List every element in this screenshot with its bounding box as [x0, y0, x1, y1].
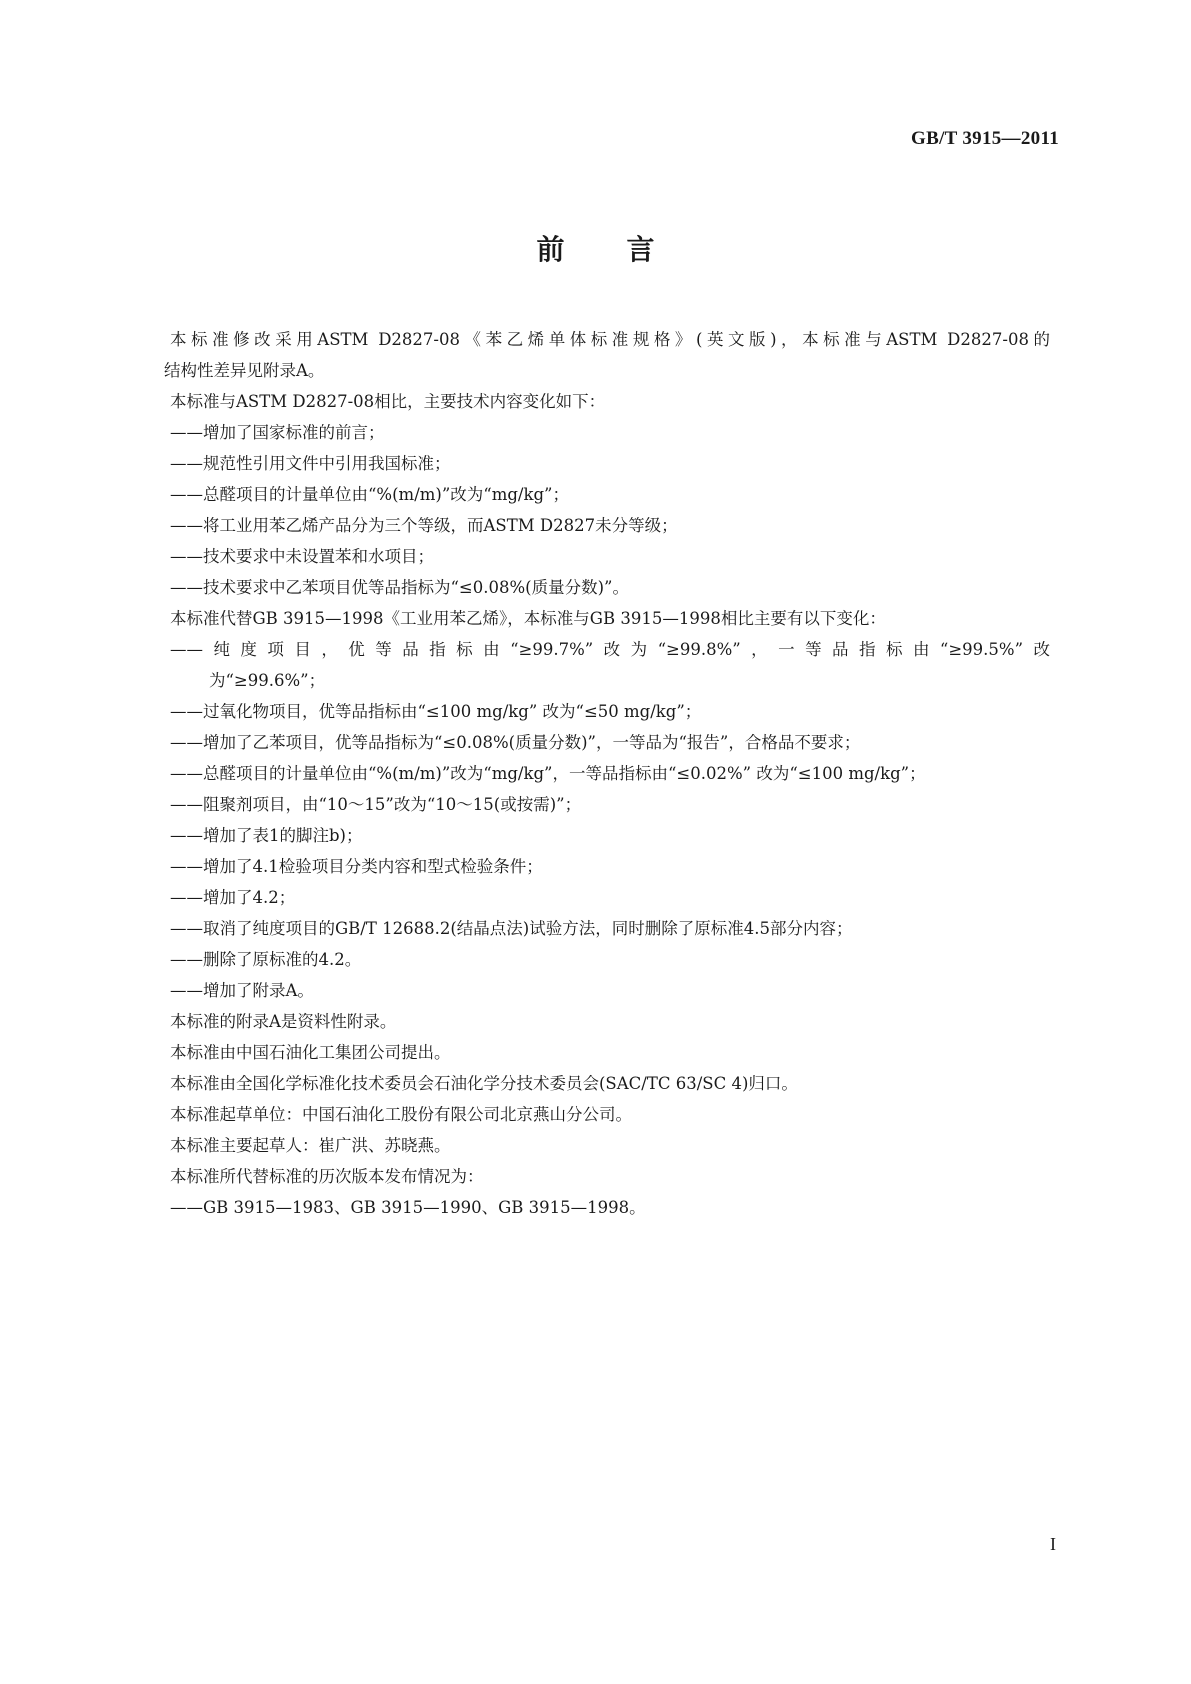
paragraph-line: 结构性差异见附录A。	[164, 361, 325, 380]
list-item: ——技术要求中乙苯项目优等品指标为“≤0.08%(质量分数)”。	[170, 578, 629, 597]
list-item: ——纯度项目，优等品指标由“≥99.7%”改为“≥99.8%”，一等品指标由“≥99.5%”改	[170, 640, 1050, 659]
list-item: ——增加了附录A。	[170, 981, 314, 1000]
list-item-continuation: 为“≥99.6%”；	[209, 671, 326, 690]
list-item: ——增加了4.2；	[170, 888, 296, 907]
paragraph-line: 本标准代替GB 3915—1998《工业用苯乙烯》，本标准与GB 3915—1998相比主要有以下变化：	[170, 609, 886, 628]
section-title	[0, 228, 1191, 268]
paragraph-line: 本标准修改采用ASTM D2827-08《苯乙烯单体标准规格》(英文版)，本标准与ASTM D2827-08的	[170, 330, 1050, 349]
list-item: ——增加了乙苯项目，优等品指标为“≤0.08%(质量分数)”，一等品为“报告”，合格品不要求；	[170, 733, 861, 752]
foreword-body	[164, 324, 1050, 1223]
list-item: ——总醛项目的计量单位由“%(m/m)”改为“mg/kg”，一等品指标由“≤0.02%” 改为“≤100 mg/kg”；	[170, 764, 926, 783]
list-item: ——GB 3915—1983、GB 3915—1990、GB 3915—1998。	[170, 1198, 646, 1217]
page-number: I	[1050, 1534, 1056, 1554]
paragraph-line: 本标准主要起草人：崔广洪、苏晓燕。	[170, 1136, 451, 1155]
list-item: ——删除了原标准的4.2。	[170, 950, 362, 969]
paragraph-line: 本标准所代替标准的历次版本发布情况为：	[170, 1167, 484, 1186]
list-item: ——将工业用苯乙烯产品分为三个等级，而ASTM D2827未分等级；	[170, 516, 678, 535]
paragraph-line: 本标准由全国化学标准化技术委员会石油化学分技术委员会(SAC/TC 63/SC 4)归口。	[170, 1074, 798, 1093]
paragraph-line: 本标准由中国石油化工集团公司提出。	[170, 1043, 451, 1062]
paragraph-line: 本标准起草单位：中国石油化工股份有限公司北京燕山分公司。	[170, 1105, 632, 1124]
list-item: ——增加了国家标准的前言；	[170, 423, 385, 442]
paragraph-line: 本标准的附录A是资料性附录。	[170, 1012, 397, 1031]
list-item: ——技术要求中未设置苯和水项目；	[170, 547, 434, 566]
list-item: ——增加了表1的脚注b)；	[170, 826, 363, 845]
list-item: ——规范性引用文件中引用我国标准；	[170, 454, 451, 473]
list-item: ——增加了4.1检验项目分类内容和型式检验条件；	[170, 857, 543, 876]
title-char-2: 言	[626, 233, 655, 266]
list-item: ——取消了纯度项目的GB/T 12688.2(结晶点法)试验方法，同时删除了原标准4.5部分内容；	[170, 919, 853, 938]
list-item: ——过氧化物项目，优等品指标由“≤100 mg/kg” 改为“≤50 mg/kg”；	[170, 702, 702, 721]
title-char-1: 前	[536, 233, 565, 266]
paragraph-line: 本标准与ASTM D2827-08相比，主要技术内容变化如下：	[170, 392, 606, 411]
standard-code: GB/T 3915—2011	[911, 128, 1059, 149]
list-item: ——总醛项目的计量单位由“%(m/m)”改为“mg/kg”；	[170, 485, 569, 504]
list-item: ——阻聚剂项目，由“10～15”改为“10～15(或按需)”；	[170, 795, 582, 814]
